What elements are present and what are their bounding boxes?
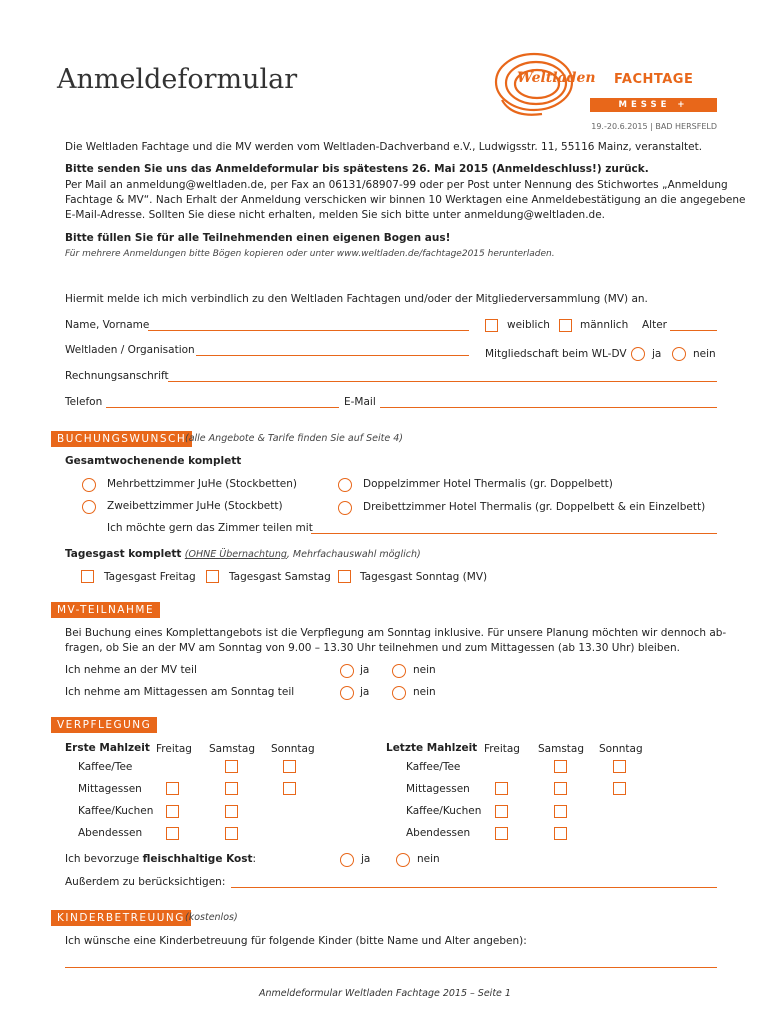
last-col-sunday: Sonntag (599, 743, 643, 755)
billing-label: Rechnungsanschrift (65, 370, 169, 382)
last-coffee-sat-checkbox[interactable] (554, 760, 567, 773)
last-dinner-fri-checkbox[interactable] (495, 827, 508, 840)
mv-section-header: MV-TEILNAHME (51, 602, 160, 618)
first-dinner-fri-checkbox[interactable] (166, 827, 179, 840)
phone-label: Telefon (65, 396, 103, 408)
mv-q2-yes-label: ja (360, 686, 370, 698)
mv-q1-yes-label: ja (360, 664, 370, 676)
male-checkbox[interactable] (559, 319, 572, 332)
twin-room-label: Zweibettzimmer JuHe (Stockbett) (107, 500, 283, 512)
name-label: Name, Vorname (65, 319, 150, 331)
intro-line: Die Weltladen Fachtage und die MV werden vom Weltladen-Dachverband e.V., Ludwigsstr. 11, 55116 Mainz, veranstaltet. (65, 141, 703, 153)
first-cake-sat-checkbox[interactable] (225, 805, 238, 818)
last-cake-sat-checkbox[interactable] (554, 805, 567, 818)
day-guest-note-rest: , Mehrfachauswahl möglich) (286, 549, 421, 560)
childcare-section-header: KINDERBETREUUNG (51, 910, 191, 926)
double-room-radio[interactable] (338, 478, 352, 492)
meat-pref-c: : (252, 853, 257, 865)
double-room-label: Doppelzimmer Hotel Thermalis (gr. Doppelbett) (363, 478, 613, 490)
name-field[interactable] (148, 330, 469, 331)
day-sunday-label: Tagesgast Sonntag (MV) (360, 571, 488, 583)
membership-no-label: nein (693, 348, 716, 360)
first-meal-lunch: Mittagessen (78, 783, 142, 795)
mv-q1-yes-radio[interactable] (340, 664, 354, 678)
meat-no-label: nein (417, 853, 440, 865)
membership-no-radio[interactable] (672, 347, 686, 361)
contact-line-1: Per Mail an anmeldung@weltladen.de, per Fax an 06131/68907-99 oder per Post unter Nennung des Stichwortes „Anmeldung (65, 179, 728, 191)
mv-q2-no-label: nein (413, 686, 436, 698)
messe-tagung-bar: MESSE + TAGUNG (590, 98, 717, 112)
last-lunch-sat-checkbox[interactable] (554, 782, 567, 795)
membership-label: Mitgliedschaft beim WL-DV (485, 348, 627, 360)
meat-preference-label (65, 853, 256, 865)
logo-text: Weltladen (517, 70, 596, 86)
childcare-text: Ich wünsche eine Kinderbetreuung für folgende Kinder (bitte Name und Alter angeben): (65, 935, 527, 947)
mv-q1-no-radio[interactable] (392, 664, 406, 678)
age-label: Alter (642, 319, 667, 331)
meat-pref-a: Ich bevorzuge (65, 853, 143, 865)
membership-yes-radio[interactable] (631, 347, 645, 361)
phone-field[interactable] (106, 407, 339, 408)
day-guest-note-underlined: (OHNE Übernachtung (184, 549, 287, 560)
mv-question-1: Ich nehme an der MV teil (65, 664, 197, 676)
female-checkbox[interactable] (485, 319, 498, 332)
last-meal-coffee: Kaffee/Tee (406, 761, 461, 773)
twin-room-radio[interactable] (82, 500, 96, 514)
multi-room-label: Mehrbettzimmer JuHe (Stockbetten) (107, 478, 298, 490)
meat-yes-radio[interactable] (340, 853, 354, 867)
share-room-field[interactable] (311, 533, 717, 534)
other-field[interactable] (231, 887, 717, 888)
last-cake-fri-checkbox[interactable] (495, 805, 508, 818)
last-lunch-sun-checkbox[interactable] (613, 782, 626, 795)
multi-room-radio[interactable] (82, 478, 96, 492)
childcare-note: (kostenlos) (185, 912, 238, 923)
last-lunch-fri-checkbox[interactable] (495, 782, 508, 795)
fachtage-label: FACHTAGE (614, 72, 694, 87)
page-footer: Anmeldeformular Weltladen Fachtage 2015 – Seite 1 (259, 988, 511, 999)
last-col-friday: Freitag (484, 743, 520, 755)
first-coffee-sun-checkbox[interactable] (283, 760, 296, 773)
female-label: weiblich (507, 319, 550, 331)
deadline-text: Bitte senden Sie uns das Anmeldeformular bis spätestens 26. Mai 2015 (Anmeldeschluss!) zurück. (65, 163, 649, 175)
shop-field[interactable] (196, 355, 469, 356)
catering-section-header: VERPFLEGUNG (51, 717, 157, 733)
meat-no-radio[interactable] (396, 853, 410, 867)
contact-line-2: Fachtage & MV“. Nach Erhalt der Anmeldung verschicken wir binnen 10 Werktagen eine Anmeldebestätigung an die angegebene (65, 194, 746, 206)
last-meal-lunch: Mittagessen (406, 783, 470, 795)
last-dinner-sat-checkbox[interactable] (554, 827, 567, 840)
first-meal-cake: Kaffee/Kuchen (78, 805, 154, 817)
booking-note: (alle Angebote & Tarife finden Sie auf Seite 4) (185, 433, 403, 444)
mv-text-2: fragen, ob Sie an der MV am Sonntag von 9.00 – 13.30 Uhr teilnehmen und zum Mittagessen (ab 13.30 Uhr) bleiben. (65, 642, 680, 654)
shop-label: Weltladen / Organisation (65, 344, 195, 356)
day-guest-title-text: Tagesgast komplett (65, 548, 182, 560)
email-field[interactable] (380, 407, 717, 408)
billing-field[interactable] (168, 381, 717, 382)
contact-line-3: E-Mail-Adresse. Sollten Sie diese nicht erhalten, melden Sie sich bitte unter anmeldung@weltladen.de. (65, 209, 605, 221)
day-guest-title (65, 548, 421, 560)
mv-text-1: Bei Buchung eines Komplettangebots ist die Verpflegung am Sonntag inklusive. Für unsere Planung möchten wir dennoch ab- (65, 627, 727, 639)
first-cake-fri-checkbox[interactable] (166, 805, 179, 818)
first-dinner-sat-checkbox[interactable] (225, 827, 238, 840)
day-saturday-checkbox[interactable] (206, 570, 219, 583)
first-col-sunday: Sonntag (271, 743, 315, 755)
mv-question-2: Ich nehme am Mittagessen am Sonntag teil (65, 686, 295, 698)
day-friday-checkbox[interactable] (81, 570, 94, 583)
meat-pref-b: fleischhaltige Kost (142, 853, 253, 865)
mv-q1-no-label: nein (413, 664, 436, 676)
first-lunch-sat-checkbox[interactable] (225, 782, 238, 795)
childcare-field[interactable] (65, 967, 717, 968)
email-label: E-Mail (344, 396, 376, 408)
page-title: Anmeldeformular (57, 64, 298, 95)
first-meal-title: Erste Mahlzeit (65, 742, 150, 754)
date-place: 19.-20.6.2015 | BAD HERSFELD (591, 122, 717, 131)
male-label: männlich (580, 319, 629, 331)
day-friday-label: Tagesgast Freitag (104, 571, 196, 583)
copies-note: Für mehrere Anmeldungen bitte Bögen kopieren oder unter www.weltladen.de/fachtage2015 herunterladen. (65, 249, 555, 259)
last-meal-dinner: Abendessen (406, 827, 471, 839)
share-room-label: Ich möchte gern das Zimmer teilen mit (107, 522, 313, 534)
mv-q2-yes-radio[interactable] (340, 686, 354, 700)
triple-room-label: Dreibettzimmer Hotel Thermalis (gr. Doppelbett & ein Einzelbett) (363, 501, 706, 513)
first-coffee-sat-checkbox[interactable] (225, 760, 238, 773)
first-col-saturday: Samstag (209, 743, 256, 755)
booking-section-header: BUCHUNGSWUNSCH (51, 431, 192, 447)
age-field[interactable] (670, 330, 717, 331)
meat-yes-label: ja (361, 853, 371, 865)
first-lunch-fri-checkbox[interactable] (166, 782, 179, 795)
day-sunday-checkbox[interactable] (338, 570, 351, 583)
last-meal-cake: Kaffee/Kuchen (406, 805, 482, 817)
per-person-note: Bitte füllen Sie für alle Teilnehmenden einen eigenen Bogen aus! (65, 232, 451, 244)
registration-statement: Hiermit melde ich mich verbindlich zu den Weltladen Fachtagen und/oder der Mitgliederversammlung (MV) an. (65, 293, 648, 305)
first-lunch-sun-checkbox[interactable] (283, 782, 296, 795)
other-label: Außerdem zu berücksichtigen: (65, 876, 226, 888)
last-col-saturday: Samstag (538, 743, 585, 755)
last-meal-title: Letzte Mahlzeit (386, 742, 478, 754)
triple-room-radio[interactable] (338, 501, 352, 515)
first-meal-dinner: Abendessen (78, 827, 143, 839)
first-meal-coffee: Kaffee/Tee (78, 761, 133, 773)
day-saturday-label: Tagesgast Samstag (229, 571, 331, 583)
last-coffee-sun-checkbox[interactable] (613, 760, 626, 773)
weekend-title: Gesamtwochenende komplett (65, 455, 242, 467)
first-col-friday: Freitag (156, 743, 192, 755)
day-guest-note (185, 549, 421, 560)
mv-q2-no-radio[interactable] (392, 686, 406, 700)
membership-yes-label: ja (652, 348, 662, 360)
